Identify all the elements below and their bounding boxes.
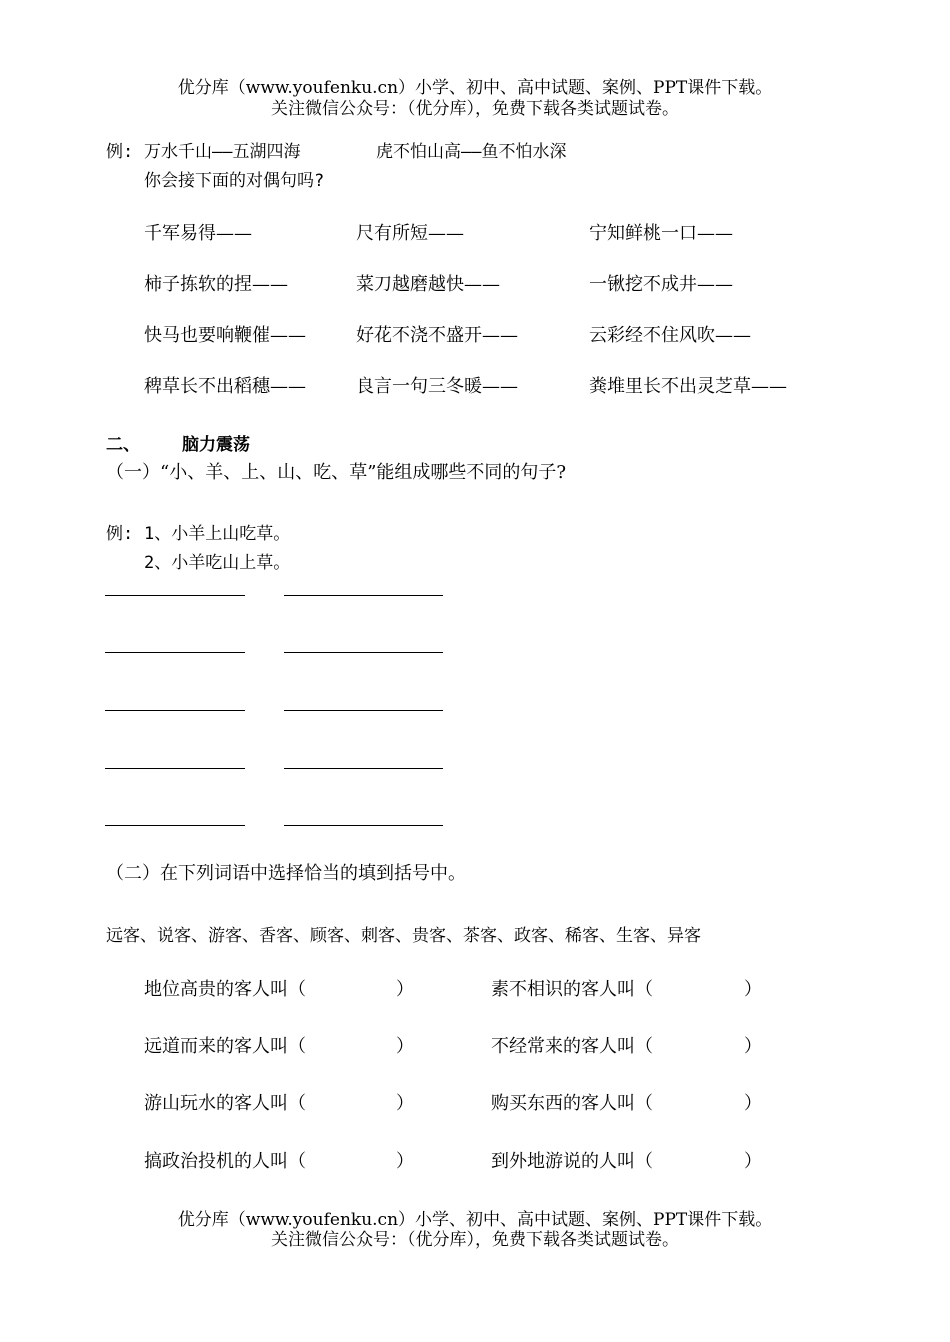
example-label-2: 例: [106,524,134,544]
fill-item: 搞政治投机的人叫（ [144,1151,306,1172]
question-2: （二）在下列词语中选择恰当的填到括号中。 [106,863,466,884]
answer-line[interactable] [105,595,245,596]
answer-line[interactable] [105,768,245,769]
header-line-2: 关注微信公众号：（优分库），免费下载各类试题试卷。 [271,99,679,119]
close-paren: ） [396,979,414,1000]
close-paren: ） [744,1093,762,1114]
fill-item: 不经常来的客人叫（ [491,1036,653,1057]
footer-line-2: 关注微信公众号：（优分库），免费下载各类试题试卷。 [271,1230,679,1250]
answer-line[interactable] [284,710,443,711]
couplet-item: 菜刀越磨越快—— [356,274,500,295]
question-1: （一）“小、羊、上、山、吃、草”能组成哪些不同的句子? [106,462,567,483]
couplet-item: 良言一句三冬暖—— [356,376,518,397]
close-paren: ） [744,979,762,1000]
couplet-item: 好花不浇不盛开—— [356,325,518,346]
couplet-item: 柿子拣软的捏—— [144,274,288,295]
couplet-item: 一锹挖不成井—— [589,274,733,295]
answer-line[interactable] [105,710,245,711]
close-paren: ） [396,1151,414,1172]
close-paren: ） [396,1093,414,1114]
close-paren: ） [744,1151,762,1172]
answer-line[interactable] [105,652,245,653]
answer-line[interactable] [284,652,443,653]
close-paren: ） [744,1036,762,1057]
example-label: 例: [106,142,134,162]
answer-line[interactable] [284,825,443,826]
fill-item: 购买东西的客人叫（ [491,1093,653,1114]
couplet-item: 稗草长不出稻穗—— [144,376,306,397]
couplet-item: 宁知鲜桃一口—— [589,223,733,244]
answer-line[interactable] [105,825,245,826]
answer-line[interactable] [284,595,443,596]
example-sentence-2: 2、小羊吃山上草。 [144,553,291,573]
word-bank: 远客、说客、游客、香客、顾客、刺客、贵客、茶客、政客、稀客、生客、异客 [106,926,701,946]
couplet-item: 粪堆里长不出灵芝草—— [589,376,787,397]
couplet-item: 快马也要响鞭催—— [144,325,306,346]
fill-item: 到外地游说的人叫（ [491,1151,653,1172]
section-number: 二、 [106,435,140,455]
couplet-question: 你会接下面的对偶句吗? [144,171,325,191]
example-pair-1: 万水千山——五湖四海 [144,142,301,162]
section-title: 脑力震荡 [182,435,250,455]
close-paren: ） [396,1036,414,1057]
footer-line-1: 优分库（www.youfenku.cn）小学、初中、高中试题、案例、PPT课件下载。 [177,1210,773,1230]
answer-line[interactable] [284,768,443,769]
fill-item: 游山玩水的客人叫（ [144,1093,306,1114]
header-line-1: 优分库（www.youfenku.cn）小学、初中、高中试题、案例、PPT课件下载。 [177,78,773,98]
fill-item: 远道而来的客人叫（ [144,1036,306,1057]
couplet-item: 尺有所短—— [356,223,464,244]
fill-item: 素不相识的客人叫（ [491,979,653,1000]
fill-item: 地位高贵的客人叫（ [144,979,306,1000]
example-sentence-1: 1、小羊上山吃草。 [144,524,291,544]
couplet-item: 千军易得—— [144,223,252,244]
example-pair-2: 虎不怕山高——鱼不怕水深 [376,142,567,162]
couplet-item: 云彩经不住风吹—— [589,325,751,346]
